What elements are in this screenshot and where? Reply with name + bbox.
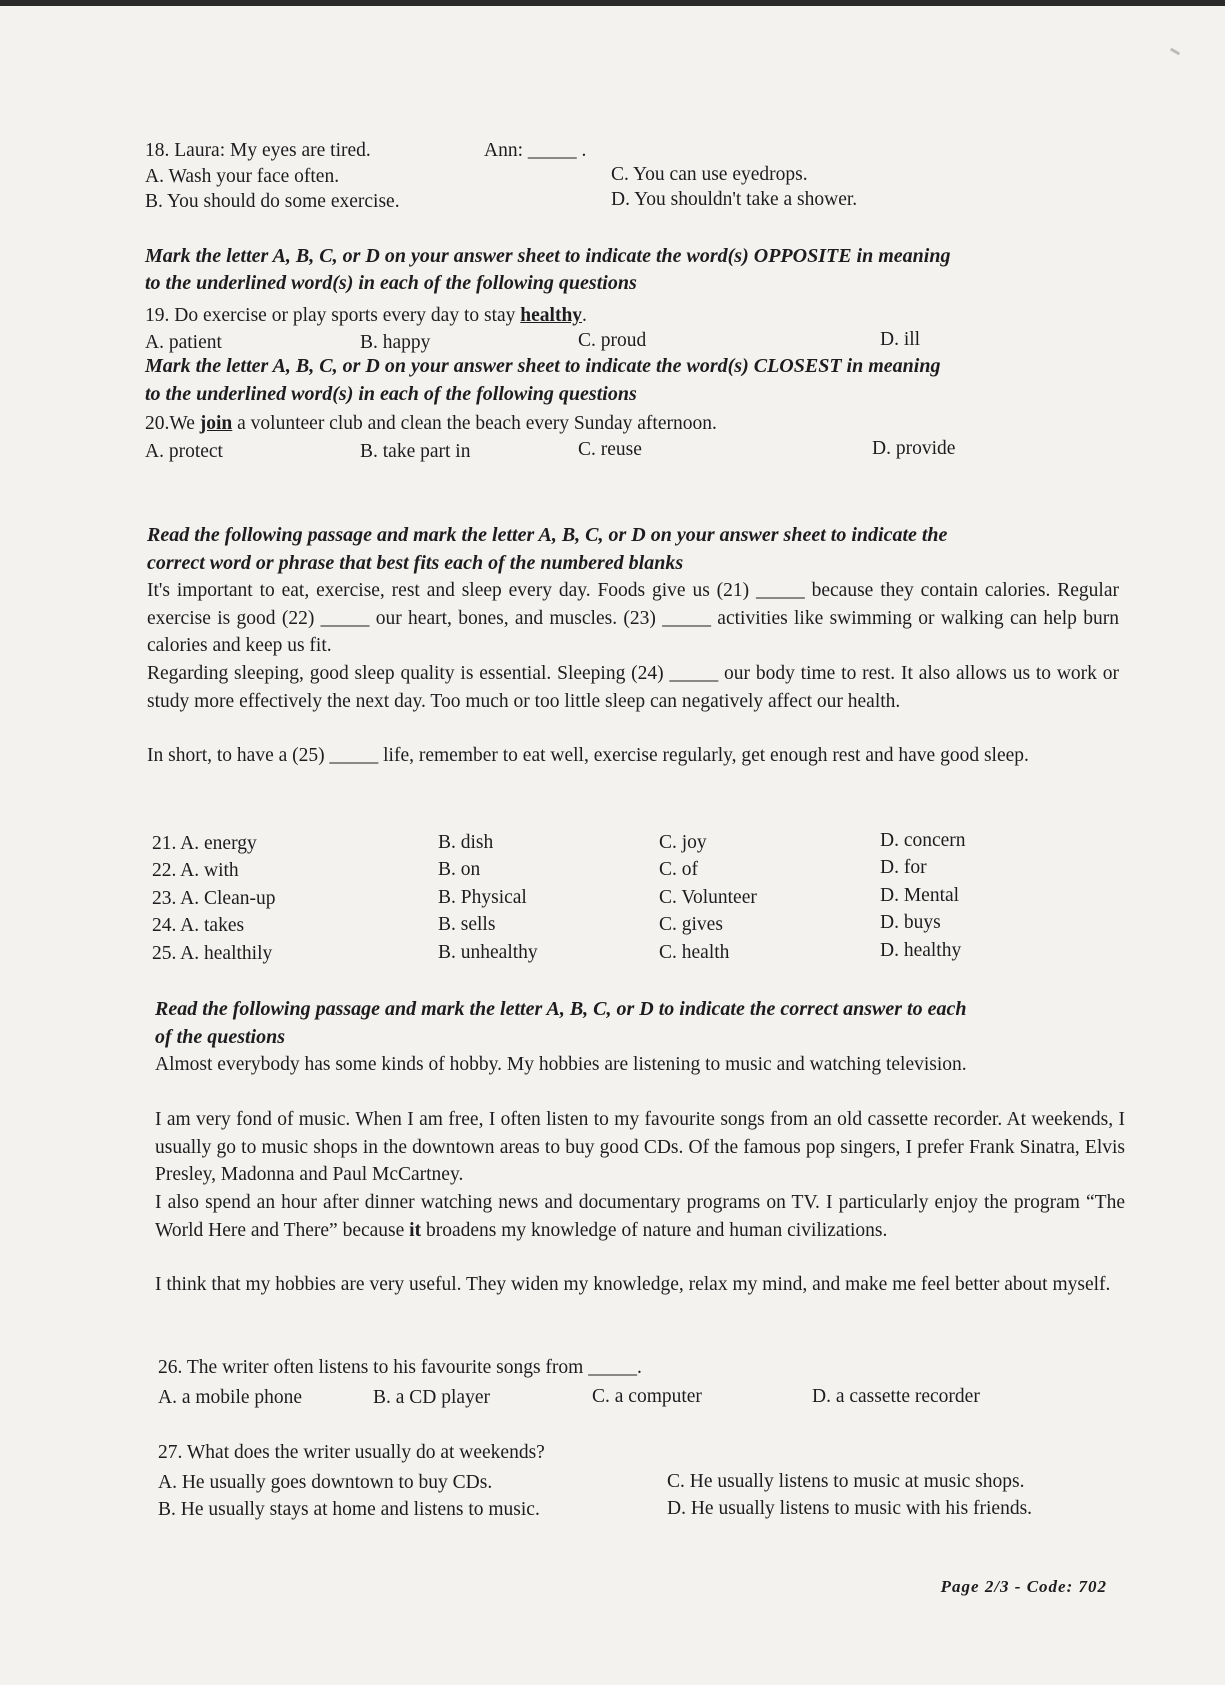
q19-option-c: C. proud	[578, 330, 647, 351]
instruction-closest-line2: to the underlined word(s) in each of the following questions	[145, 383, 637, 405]
passage2-paragraph3	[155, 1189, 1125, 1244]
instruction-opposite-line2: to the underlined word(s) in each of the following questions	[145, 272, 637, 294]
option-23-c: C. Volunteer	[659, 887, 757, 908]
scan-speck	[1170, 48, 1180, 56]
option-22-a: 22. A. with	[152, 860, 239, 881]
q27-option-d: D. He usually listens to music with his friends.	[667, 1498, 1033, 1519]
q18-option-b: B. You should do some exercise.	[145, 191, 400, 212]
option-24-c: C. gives	[659, 914, 723, 935]
q20-option-d: D. provide	[872, 438, 956, 459]
q19-option-d: D. ill	[880, 329, 921, 350]
q20-underlined-word: join	[199, 413, 233, 434]
instruction-opposite-line1: Mark the letter A, B, C, or D on your answer sheet to indicate the word(s) OPPOSITE in meaning	[145, 245, 951, 267]
q26-option-d: D. a cassette recorder	[812, 1386, 980, 1407]
q20-option-a: A. protect	[145, 441, 223, 462]
q18-option-d: D. You shouldn't take a shower.	[611, 189, 858, 210]
q20-option-b: B. take part in	[360, 441, 471, 462]
option-25-b: B. unhealthy	[438, 942, 538, 963]
q20-option-c: C. reuse	[578, 439, 642, 460]
passage1-paragraph1: It's important to eat, exercise, rest and sleep every day. Foods give us (21) _____ because they contain calories. Regular exercise is good (22) _____ our heart, bones, and muscles. (23) _____ activities like swimming or walking can help burn calories and keep us fit.	[147, 580, 1119, 656]
passage2-paragraph2: I am very fond of music. When I am free, I often listen to my favourite songs from an old cassette recorder. At weekends, I usually go to music shops in the downtown areas to buy good CDs. Of the famous pop singers, I prefer Frank Sinatra, Elvis Presley, Madonna and Paul McCartney.	[155, 1109, 1125, 1185]
q18-option-c: C. You can use eyedrops.	[611, 164, 808, 185]
q27-option-c: C. He usually listens to music at music shops.	[667, 1471, 1025, 1492]
option-21-d: D. concern	[880, 830, 966, 851]
q19-option-b: B. happy	[360, 332, 431, 353]
option-24-a: 24. A. takes	[152, 915, 245, 936]
q19-stem-pre: 19. Do exercise or play sports every day to stay	[145, 305, 521, 326]
q26-option-a: A. a mobile phone	[158, 1387, 303, 1408]
option-23-b: B. Physical	[438, 887, 527, 908]
instruction-passage1-line1: Read the following passage and mark the letter A, B, C, or D on your answer sheet to indicate the	[147, 524, 948, 546]
passage2-p3-pre: I also spend an hour after dinner watching news and documentary programs on TV. I particularly enjoy the program “The World Here and There” because	[155, 1192, 1125, 1241]
option-23-a: 23. A. Clean-up	[152, 888, 276, 909]
option-24-b: B. sells	[438, 914, 496, 935]
passage2-p3-post: broadens my knowledge of nature and human civilizations.	[421, 1219, 888, 1241]
q27-stem: 27. What does the writer usually do at weekends?	[158, 1442, 545, 1463]
option-24-d: D. buys	[880, 912, 941, 933]
q19-underlined-word: healthy	[520, 305, 583, 326]
option-22-d: D. for	[880, 857, 927, 878]
page-footer: Page 2/3 - Code: 702	[940, 1577, 1107, 1596]
passage2-paragraph4: I think that my hobbies are very useful. They widen my knowledge, relax my mind, and make me feel better about myself.	[155, 1274, 1111, 1295]
instruction-passage2-line1: Read the following passage and mark the letter A, B, C, or D to indicate the correct answer to each	[155, 998, 967, 1020]
option-25-a: 25. A. healthily	[152, 943, 273, 964]
passage1-paragraph3: In short, to have a (25) _____ life, remember to eat well, exercise regularly, get enough rest and have good sleep.	[147, 745, 1029, 766]
q18-ann: Ann: _____ .	[484, 140, 587, 161]
instruction-passage2-line2: of the questions	[155, 1026, 286, 1048]
option-23-d: D. Mental	[880, 885, 960, 906]
q26-option-c: C. a computer	[592, 1386, 702, 1407]
q18-stem: 18. Laura: My eyes are tired.	[145, 140, 371, 161]
option-21-a: 21. A. energy	[152, 833, 257, 854]
option-21-c: C. joy	[659, 832, 707, 853]
q26-option-b: B. a CD player	[373, 1387, 490, 1408]
q20-stem	[145, 411, 717, 437]
q19-stem-post: .	[582, 305, 587, 326]
option-25-c: C. health	[659, 942, 730, 963]
instruction-closest-line1: Mark the letter A, B, C, or D on your answer sheet to indicate the word(s) CLOSEST in meaning	[145, 355, 941, 377]
option-21-b: B. dish	[438, 832, 494, 853]
q19-stem	[145, 303, 587, 329]
q20-stem-pre: 20.We	[145, 413, 200, 434]
passage2-p3-referent: it	[409, 1219, 422, 1241]
q19-option-a: A. patient	[145, 332, 222, 353]
passage1-paragraph2: Regarding sleeping, good sleep quality is essential. Sleeping (24) _____ our body time to rest. It also allows us to work or study more effectively the next day. Too much or too little sleep can negatively affect our health.	[147, 663, 1119, 712]
option-22-b: B. on	[438, 859, 481, 880]
q26-stem: 26. The writer often listens to his favourite songs from _____.	[158, 1357, 642, 1378]
option-25-d: D. healthy	[880, 940, 962, 961]
q27-option-b: B. He usually stays at home and listens to music.	[158, 1499, 540, 1520]
q20-stem-post: a volunteer club and clean the beach every Sunday afternoon.	[232, 413, 717, 434]
q27-option-a: A. He usually goes downtown to buy CDs.	[158, 1472, 493, 1493]
option-22-c: C. of	[659, 859, 698, 880]
scan-top-edge	[0, 0, 1225, 6]
instruction-passage1-line2: correct word or phrase that best fits each of the numbered blanks	[147, 552, 684, 574]
q18-option-a: A. Wash your face often.	[145, 166, 340, 187]
passage2-paragraph1: Almost everybody has some kinds of hobby. My hobbies are listening to music and watching television.	[155, 1054, 967, 1075]
